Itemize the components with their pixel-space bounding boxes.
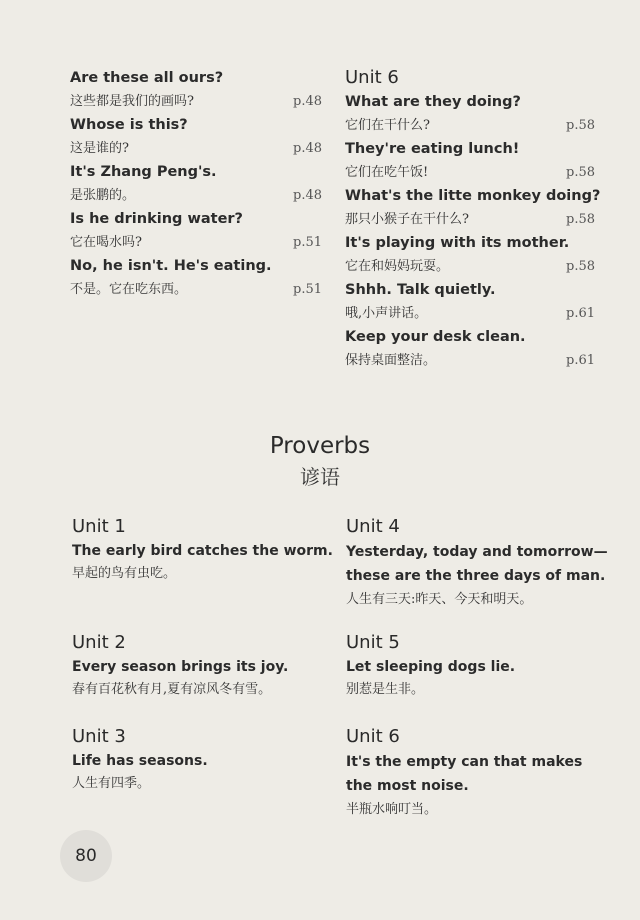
phrase-entry xyxy=(70,66,322,113)
unit-heading: Unit 4 xyxy=(346,516,400,537)
unit-heading: Unit 2 xyxy=(72,632,126,653)
phrase-en: Whose is this? xyxy=(70,117,188,133)
phrase-en: Are these all ours? xyxy=(70,70,224,86)
proverb-en: Let sleeping dogs lie. xyxy=(346,659,516,675)
phrase-en: It's Zhang Peng's. xyxy=(70,164,217,180)
page-number xyxy=(60,830,112,882)
phrase-entry xyxy=(70,113,322,160)
phrase-entry xyxy=(70,207,322,254)
phrase-en: No, he isn't. He's eating. xyxy=(70,258,272,274)
page-ref: p.61 xyxy=(566,306,595,321)
proverb-en: The early bird catches the worm. xyxy=(72,543,333,559)
page-ref: p.58 xyxy=(566,212,595,227)
phrase-zh: 保持桌面整洁。 xyxy=(345,353,437,368)
proverb-zh: 人生有四季。 xyxy=(72,776,151,791)
phrase-list-right xyxy=(345,66,601,372)
section-title-en: Proverbs xyxy=(269,433,371,459)
phrase-en: Keep your desk clean. xyxy=(345,329,526,345)
page-ref: p.48 xyxy=(293,94,322,109)
unit-heading: Unit 1 xyxy=(72,516,126,537)
phrase-entry xyxy=(345,137,595,184)
phrase-entry xyxy=(70,254,322,301)
phrase-en: They're eating lunch! xyxy=(345,141,520,157)
phrase-entry xyxy=(345,278,595,325)
proverb-unit-3 xyxy=(72,724,342,796)
phrase-zh: 它在和妈妈玩耍。 xyxy=(345,259,450,274)
phrase-zh: 它们在干什么? xyxy=(345,118,430,133)
phrase-en: Shhh. Talk quietly. xyxy=(345,282,496,298)
page-ref: p.58 xyxy=(566,118,595,133)
phrase-en: It's playing with its mother. xyxy=(345,235,570,251)
unit-heading: Unit 6 xyxy=(346,726,400,747)
page-ref: p.58 xyxy=(566,165,595,180)
section-title-zh: 谚语 xyxy=(300,465,340,489)
phrase-en: Is he drinking water? xyxy=(70,211,243,227)
page-ref: p.58 xyxy=(566,259,595,274)
phrase-entry xyxy=(345,231,595,278)
phrase-list-left xyxy=(70,66,322,301)
proverb-zh: 别惹是生非。 xyxy=(346,682,425,697)
unit-heading: Unit 3 xyxy=(72,726,126,747)
phrase-en: What are they doing? xyxy=(345,94,521,110)
unit-heading: Unit 6 xyxy=(345,67,399,88)
phrase-zh: 那只小猴子在干什么? xyxy=(345,212,469,227)
proverb-en: Every season brings its joy. xyxy=(72,659,289,675)
phrase-entry xyxy=(70,160,322,207)
page-number-text: 80 xyxy=(75,846,97,866)
proverb-unit-5 xyxy=(346,630,608,702)
page-ref: p.61 xyxy=(566,353,595,368)
phrase-zh: 它在喝水吗? xyxy=(70,235,142,250)
phrase-zh: 哦,小声讲话。 xyxy=(345,306,428,321)
proverb-zh: 人生有三天:昨天、今天和明天。 xyxy=(346,592,533,607)
proverb-zh: 早起的鸟有虫吃。 xyxy=(72,566,177,581)
proverb-en: Yesterday, today and tomorrow—these are the three days of man. xyxy=(346,544,608,584)
phrase-entry xyxy=(345,325,595,372)
proverb-zh: 半瓶水响叮当。 xyxy=(346,802,438,817)
proverb-en: It's the empty can that makes the most noise. xyxy=(346,754,583,794)
proverb-unit-1 xyxy=(72,514,342,586)
phrase-entry xyxy=(345,184,601,231)
page-ref: p.48 xyxy=(293,188,322,203)
phrase-zh: 它们在吃午饭! xyxy=(345,165,429,180)
unit-heading: Unit 5 xyxy=(346,632,400,653)
page-ref: p.51 xyxy=(293,235,322,250)
proverb-zh: 春有百花秋有月,夏有凉风冬有雪。 xyxy=(72,682,272,697)
proverb-unit-4 xyxy=(346,514,608,612)
phrase-zh: 这是谁的? xyxy=(70,141,129,156)
proverb-unit-2 xyxy=(72,630,342,702)
page-ref: p.51 xyxy=(293,282,322,297)
proverb-unit-6 xyxy=(346,724,608,822)
section-title xyxy=(0,430,640,492)
phrase-zh: 是张鹏的。 xyxy=(70,188,136,203)
phrase-zh: 不是。它在吃东西。 xyxy=(70,282,188,297)
phrase-en: What's the litte monkey doing? xyxy=(345,188,601,204)
proverb-en: Life has seasons. xyxy=(72,753,208,769)
phrase-entry xyxy=(345,90,595,137)
phrase-zh: 这些都是我们的画吗? xyxy=(70,94,194,109)
page-ref: p.48 xyxy=(293,141,322,156)
